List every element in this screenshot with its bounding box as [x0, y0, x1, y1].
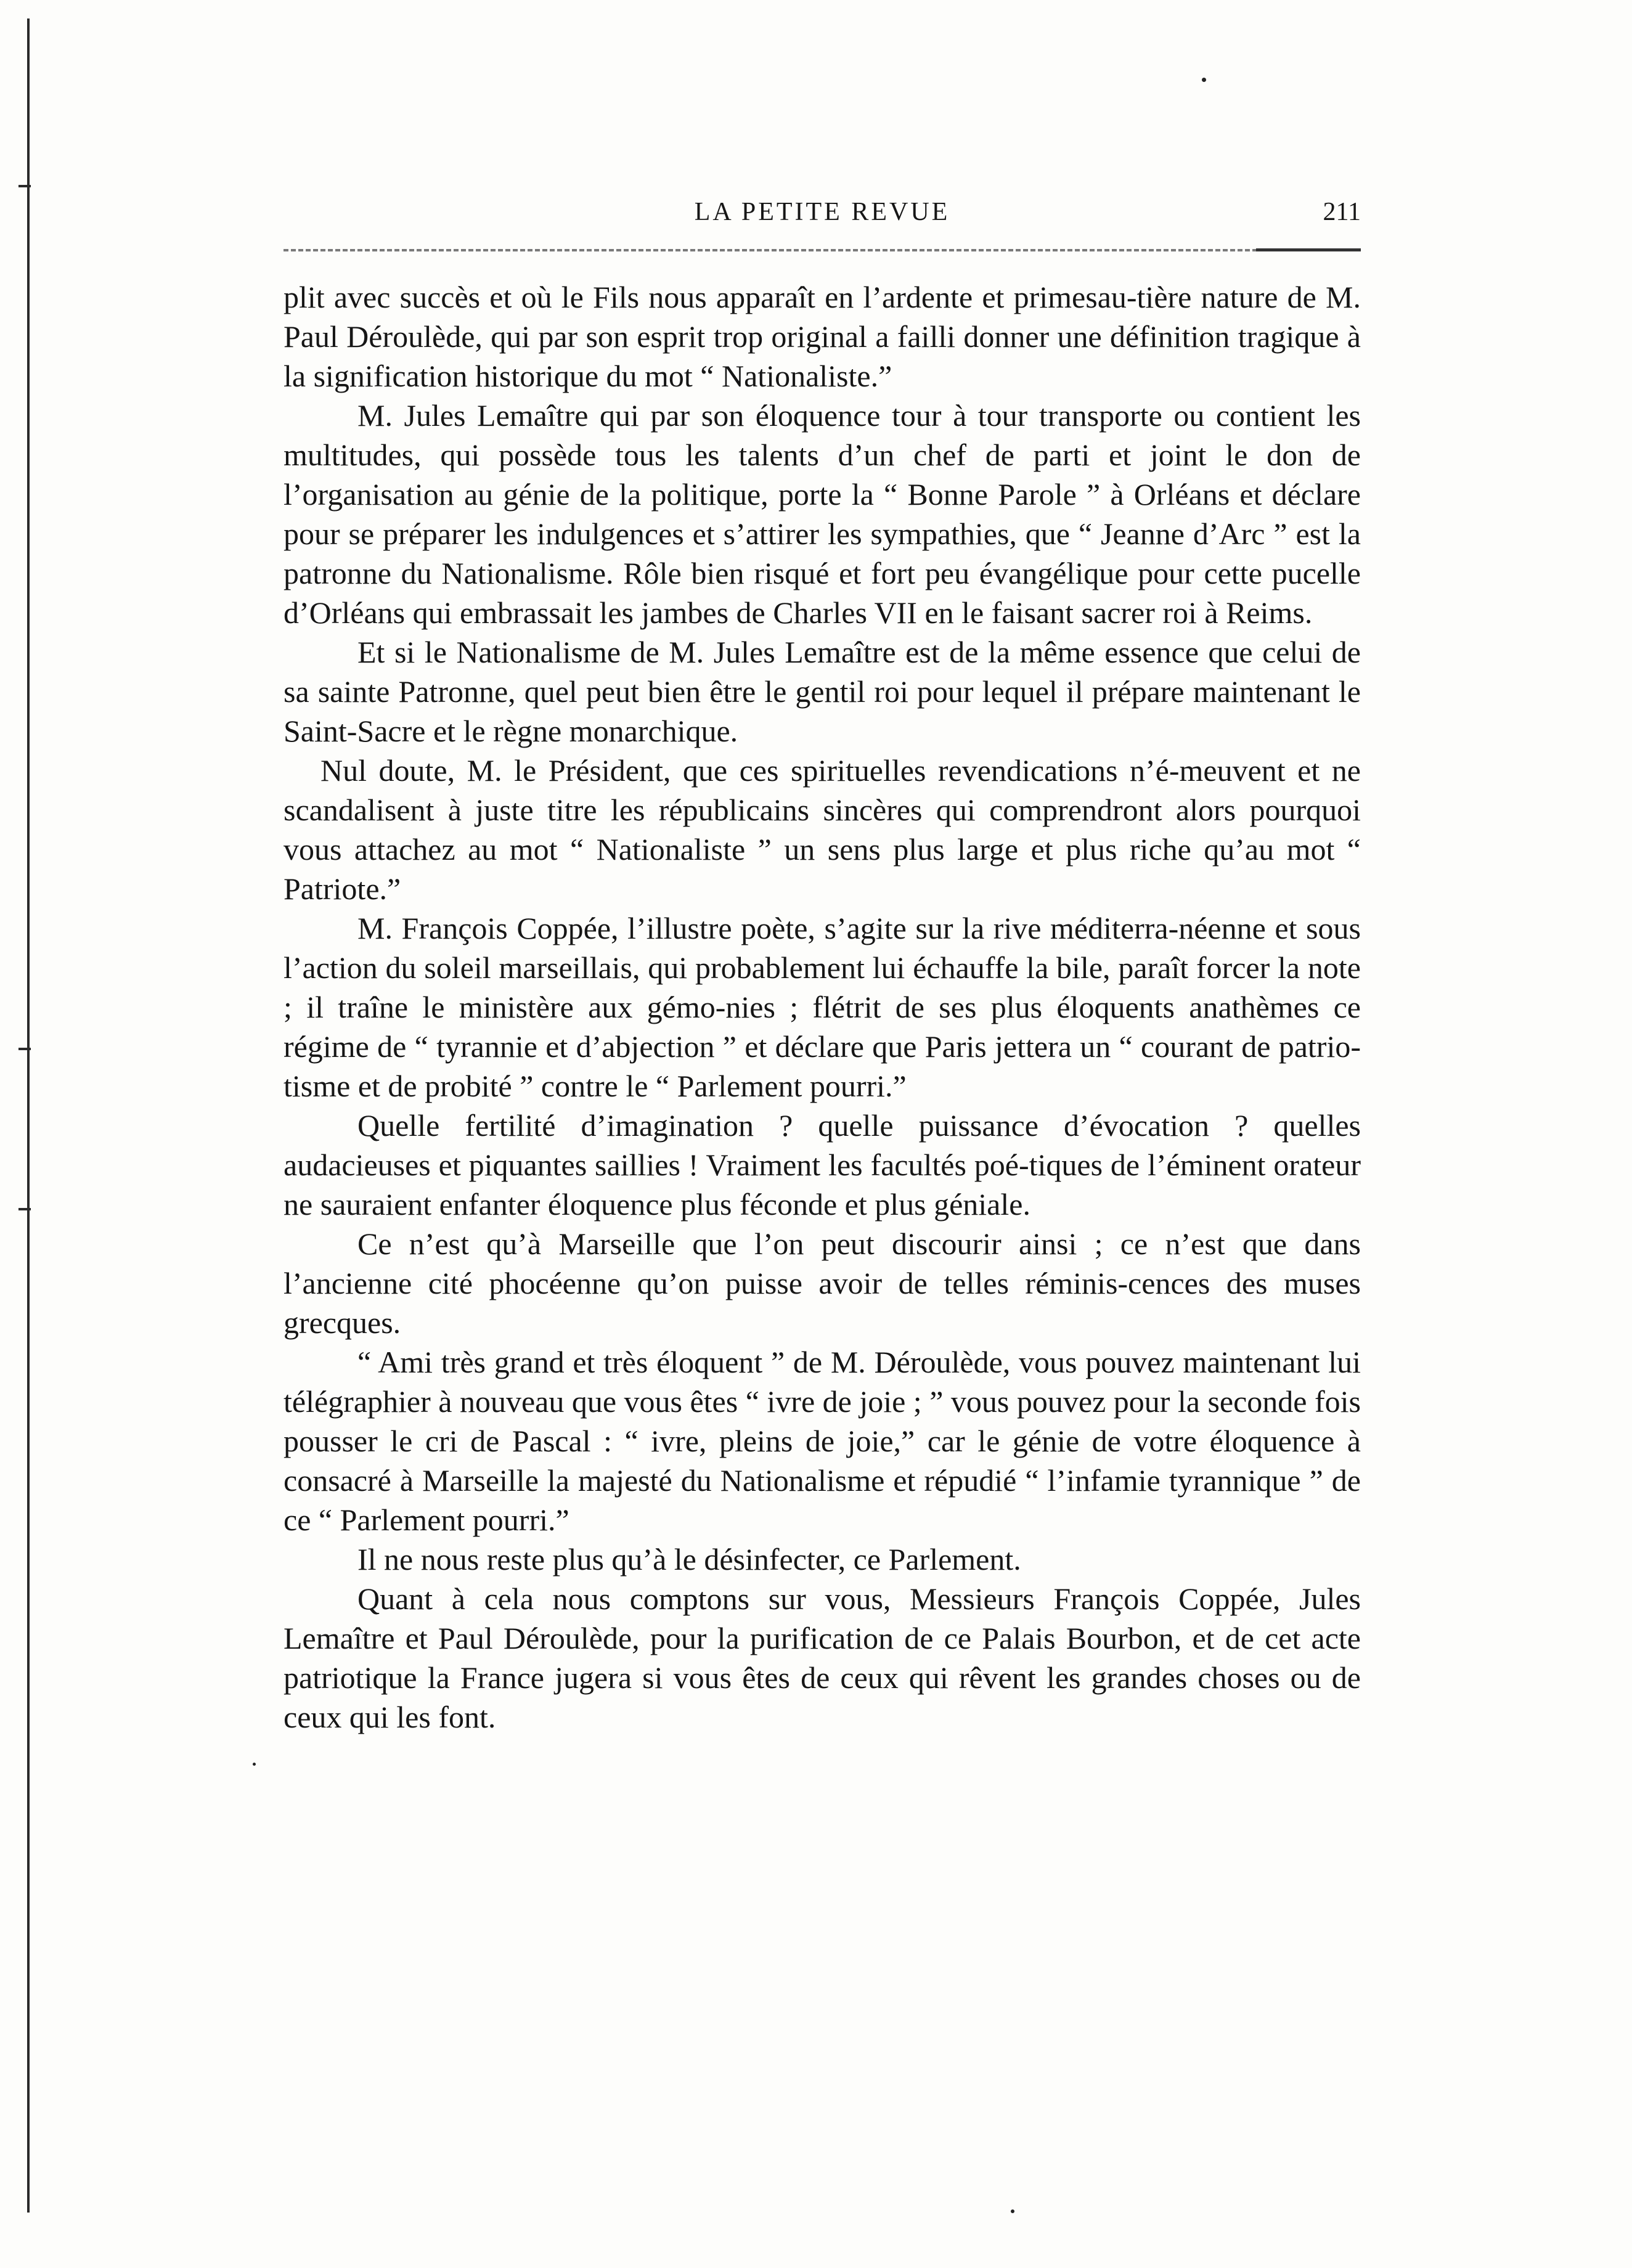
paragraph: Quelle fertilité d’imagination ? quelle puissance d’évocation ? quelles audacieuses et piquantes saillies ! Vraiment les facultés poé-tiques de l’éminent orateur ne sauraient enfanter éloquence plus féconde et plus géniale. [284, 1108, 1361, 1222]
running-head [284, 197, 1361, 232]
paragraph: Il ne nous reste plus qu’à le désinfecter, ce Parlement. [357, 1542, 1021, 1577]
paragraph: plit avec succès et où le Fils nous apparaît en l’ardente et primesau-tière nature de M. Paul Déroulède, qui par son esprit trop original a failli donner une définition tragique à la signification historique du mot “ Nationaliste.” [284, 280, 1361, 393]
paragraph: M. François Coppée, l’illustre poète, s’agite sur la rive méditerra-néenne et sous l’action du soleil marseillais, qui probablement lui échauffe la bile, paraît forcer la note ; il traîne le ministère aux gémo-nies ; flétrit de ses plus éloquents anathèmes ce régime de “ tyrannie et d’abjection ” et déclare que Paris jettera un “ courant de patrio-tisme et de probité ” contre le “ Parlement pourri.” [284, 911, 1361, 1103]
paragraph: “ Ami très grand et très éloquent ” de M. Déroulède, vous pouvez maintenant lui télégraphier à nouveau que vous êtes “ ivre de joie ; ” vous pouvez pour la seconde fois pousser le cri de Pascal : “ ivre, pleins de joie,” car le génie de votre éloquence à consacré à Marseille la majesté du Nationalisme et répudié “ l’infamie tyrannique ” de ce “ Parlement pourri.” [284, 1345, 1361, 1537]
binding-mark [18, 185, 31, 187]
scan-speck [253, 1763, 256, 1766]
paragraph: Ce n’est qu’à Marseille que l’on peut discourir ainsi ; ce n’est que dans l’ancienne cité phocéenne qu’on puisse avoir de telles réminis-cences des muses grecques. [284, 1226, 1361, 1340]
scan-speck [1011, 2209, 1014, 2213]
paragraph: Et si le Nationalisme de M. Jules Lemaître est de la même essence que celui de sa sainte Patronne, quel peut bien être le gentil roi pour lequel il prépare maintenant le Saint-Sacre et le règne monarchique. [284, 635, 1361, 748]
page-number: 211 [1323, 198, 1361, 226]
binding-mark [18, 1208, 31, 1210]
paragraph: Quant à cela nous comptons sur vous, Messieurs François Coppée, Jules Lemaître et Paul Déroulède, pour la purification de ce Palais Bourbon, et de cet acte patriotique la France jugera si vous êtes de ceux qui rêvent les grandes choses ou de ceux qui les font. [284, 1581, 1361, 1734]
body-text [284, 277, 1361, 1737]
paragraph: Nul doute, M. le Président, que ces spirituelles revendications n’é-meuvent et ne scandalisent à juste titre les républicains sincères qui comprendront alors pourquoi vous attachez au mot “ Nationaliste ” un sens plus large et plus riche qu’au mot “ Patriote.” [284, 753, 1361, 906]
binding-mark [18, 1048, 31, 1050]
page-binding-edge [27, 18, 30, 2213]
header-rule-solid [1256, 248, 1361, 251]
scan-speck [1202, 78, 1206, 82]
header-rule [284, 249, 1361, 251]
paragraph: M. Jules Lemaître qui par son éloquence tour à tour transporte ou contient les multitudes, qui possède tous les talents d’un chef de parti et joint le don de l’organisation au génie de la politique, porte la “ Bonne Parole ” à Orléans et déclare pour se préparer les indulgences et s’attirer les sympathies, que “ Jeanne d’Arc ” est la patronne du Nationalisme. Rôle bien risqué et fort peu évangélique pour cette pucelle d’Orléans qui embrassait les jambes de Charles VII en le faisant sacrer roi à Reims. [284, 398, 1361, 630]
running-title: LA PETITE REVUE [694, 198, 950, 226]
